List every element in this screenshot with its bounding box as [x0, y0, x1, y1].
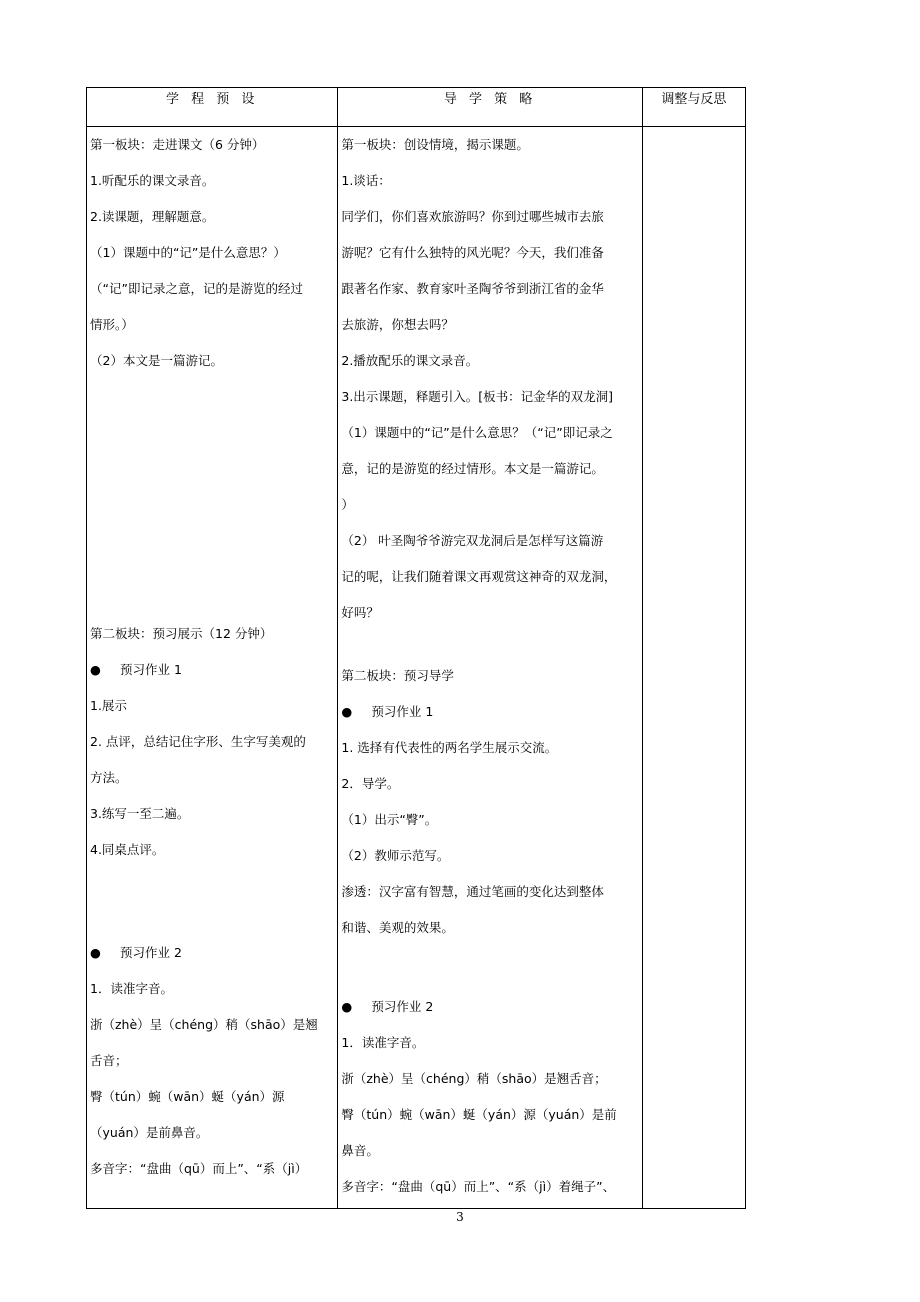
text-line: 第二板块：预习导学: [341, 668, 454, 683]
text-line: （1）课题中的“记”是什么意思？）: [90, 245, 286, 260]
text-line: 多音字：“盘曲（qū）而上”、“系（jì）: [90, 1161, 308, 1176]
list-item: ● 预习作业 2: [341, 999, 434, 1014]
text-line: 2. 点评，总结记住字形、生字写美观的: [90, 734, 306, 749]
text-line: 去旅游，你想去吗？: [341, 317, 454, 332]
text-line: 2．导学。: [341, 776, 400, 791]
text-line: 和谐、美观的效果。: [341, 920, 454, 935]
text-line: 好吗？: [341, 605, 379, 620]
text-line: 浙（zhè）呈（chéng）稍（shāo）是翘舌音；: [341, 1071, 607, 1086]
text-line: 渗透：汉字富有智慧，通过笔画的变化达到整体: [341, 884, 604, 899]
text-line: （2） 叶圣陶爷爷游完双龙洞后是怎样写这篇游: [341, 533, 604, 548]
text-line: 1．读准字音。: [90, 981, 173, 996]
text-line: 方法。: [90, 770, 128, 785]
list-item: ● 预习作业 1: [341, 704, 434, 719]
list-item: ● 预习作业 1: [90, 662, 182, 677]
header-guiding-strategy: 导 学 策 略: [338, 88, 642, 127]
bullet-icon: ●: [341, 999, 353, 1014]
text-line: 跟著名作家、教育家叶圣陶爷爷到浙江省的金华: [341, 281, 604, 296]
text-line: 1.展示: [90, 698, 127, 713]
bullet-icon: ●: [341, 704, 353, 719]
header-learning-design: 学 程 预 设: [87, 88, 338, 127]
text-line: 1．读准字音。: [341, 1035, 425, 1050]
text-line: 2.播放配乐的课文录音。: [341, 353, 479, 368]
adjust-reflect-cell: [642, 127, 745, 1209]
text-line: （“记”即记录之意，记的是游览的经过: [90, 281, 303, 296]
page-number: 3: [456, 1210, 464, 1224]
text-line: （yuán）是前鼻音。: [90, 1125, 209, 1140]
text-line: 鼻音。: [341, 1143, 379, 1158]
text-line: 1. 选择有代表性的两名学生展示交流。: [341, 740, 558, 755]
text-line: 浙（zhè）呈（chéng）稍（shāo）是翘: [90, 1017, 318, 1032]
bullet-icon: ●: [90, 945, 101, 960]
text-line: 情形。）: [90, 317, 134, 332]
text-line: 3.出示课题，释题引入。[板书：记金华的双龙洞]: [341, 389, 614, 404]
text-line: 3.练写一至二遍。: [90, 806, 190, 821]
text-line: 意，记的是游览的经过情形。本文是一篇游记。: [341, 461, 604, 476]
text-line: 臀（tún）蜿（wān）蜒（yán）源: [90, 1089, 285, 1104]
text-line: 多音字：“盘曲（qū）而上”、“系（jì）着绳子”、: [341, 1179, 616, 1194]
text-line: ）: [341, 497, 354, 512]
lesson-plan-table: [86, 87, 746, 1209]
text-line: 舌音；: [90, 1053, 128, 1068]
text-line: 4.同桌点评。: [90, 842, 165, 857]
text-line: 1.听配乐的课文录音。: [90, 173, 215, 188]
table-body-row: [87, 127, 746, 1209]
text-line: 臀（tún）蜿（wān）蜒（yán）源（yuán）是前: [341, 1107, 617, 1122]
table-header-row: [87, 88, 746, 127]
text-line: （2）本文是一篇游记。: [90, 353, 223, 368]
text-line: 2.读课题，理解题意。: [90, 209, 215, 224]
list-item: ● 预习作业 2: [90, 945, 182, 960]
text-line: 游呢？它有什么独特的风光呢？今天，我们准备: [341, 245, 604, 260]
text-line: （1）出示“臀”。: [341, 812, 438, 827]
text-line: （1）课题中的“记”是什么意思？（“记”即记录之: [341, 425, 613, 440]
bullet-icon: ●: [90, 662, 101, 677]
learning-design-cell: [87, 127, 338, 1209]
text-line: 第一板块：创设情境，揭示课题。: [341, 137, 529, 152]
text-line: 第一板块：走进课文（6 分钟）: [90, 137, 265, 152]
guiding-strategy-cell: [338, 127, 642, 1209]
text-line: 记的呢，让我们随着课文再观赏这神奇的双龙洞，: [341, 569, 617, 584]
header-adjust-reflect: 调整与反思: [642, 88, 745, 127]
text-line: 同学们，你们喜欢旅游吗？你到过哪些城市去旅: [341, 209, 604, 224]
text-line: （2）教师示范写。: [341, 848, 450, 863]
text-line: 第二板块：预习展示（12 分钟）: [90, 626, 273, 641]
text-line: 1.谈话：: [341, 173, 391, 188]
